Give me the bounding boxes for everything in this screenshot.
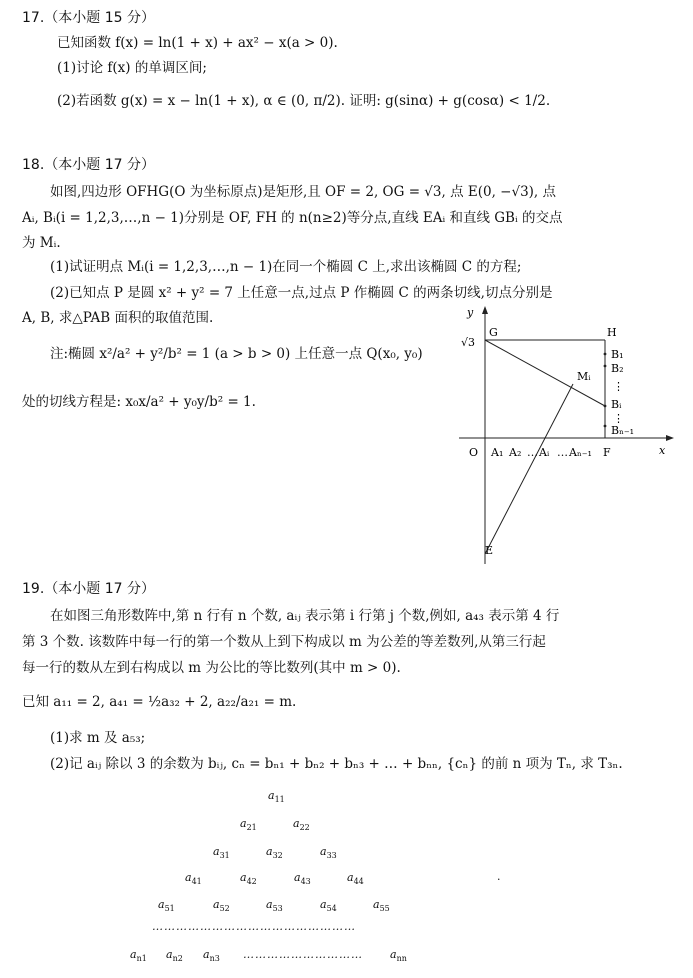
array-entry-r4-4: $a_{44}$ (347, 871, 364, 887)
array-entry-r5-4: $a_{54}$ (320, 898, 337, 914)
array-entry-r2-1: $a_{21}$ (240, 817, 257, 833)
point-B1 (604, 353, 607, 356)
q18-stem-line2: Aᵢ, Bᵢ(i = 1,2,3,…,n − 1)分别是 OF, FH 的 n(n≥2)等分点,直线 EAᵢ 和直线 GBᵢ 的交点 (22, 210, 563, 226)
q18-part1: (1)试证明点 Mᵢ(i = 1,2,3,…,n − 1)在同一个椭圆 C 上,求出该椭圆 C 的方程; (50, 259, 522, 275)
label-O: O (469, 446, 479, 459)
q19-part1: (1)求 m 及 a₅₃; (50, 730, 146, 746)
label-vdots-1: ⋮ (613, 380, 624, 393)
array-entry-r3-3: $a_{33}$ (320, 845, 337, 861)
q18-note-line1: 注:椭圆 x²/a² + y²/b² = 1 (a > b > 0) 上任意一点 Q(x₀, y₀) (50, 346, 423, 362)
q18-stem-line1: 如图,四边形 OFHG(O 为坐标原点)是矩形,且 OF = 2, OG = √3, 点 E(0, −√3), 点 (50, 184, 557, 200)
q18-note-line2: 处的切线方程是: x₀x/a² + y₀y/b² = 1. (22, 394, 256, 410)
stray-dot: · (497, 873, 501, 886)
label-H: H (607, 326, 617, 339)
label-A2: A₂ (509, 446, 522, 459)
array-entry-r4-3: $a_{43}$ (294, 871, 311, 887)
point-Bi (604, 405, 607, 408)
label-F: F (603, 446, 611, 459)
label-dots-1: … (527, 446, 538, 459)
label-Mi: Mᵢ (577, 370, 591, 383)
x-axis-arrow (666, 435, 674, 441)
label-A1: A₁ (491, 446, 504, 459)
q18-part2-line2: A, B, 求△PAB 面积的取值范围. (22, 310, 214, 326)
label-dots-2: … (557, 446, 568, 459)
q18-figure (455, 306, 675, 568)
x-axis-label: x (659, 444, 666, 457)
label-vdots-2: ⋮ (613, 412, 624, 425)
label-G: G (489, 326, 498, 339)
y-axis-label: y (467, 306, 474, 319)
array-entry-rn-1: $a_{n1}$ (130, 948, 147, 964)
triangle-dots-row: …………………………………………… (152, 920, 356, 933)
array-entry-r5-5: $a_{55}$ (373, 898, 390, 914)
array-entry-r4-1: $a_{41}$ (185, 871, 202, 887)
q18-stem-line3: 为 Mᵢ. (22, 235, 61, 251)
q19-part2: (2)记 aᵢⱼ 除以 3 的余数为 bᵢⱼ, cₙ = bₙ₁ + bₙ₂ + bₙ₃ + … + bₙₙ, {cₙ} 的前 n 项为 Tₙ, 求 T₃ₙ. (50, 756, 623, 772)
label-E: E (485, 544, 494, 557)
q19-stem-line2: 第 3 个数. 该数阵中每一行的第一个数从上到下构成以 m 为公差的等差数列,从第三行起 (22, 634, 546, 650)
q19-heading: 19.（本小题 17 分） (22, 581, 155, 597)
array-entry-r1-1: $a_{11}$ (268, 789, 285, 805)
q19-stem-line1: 在如图三角形数阵中,第 n 行有 n 个数, aᵢⱼ 表示第 i 行第 j 个数,例如, a₄₃ 表示第 4 行 (50, 608, 560, 624)
triangle-last-row-dots: ………………………… (243, 948, 363, 961)
array-entry-rn-2: $a_{n2}$ (166, 948, 183, 964)
y-axis-arrow (482, 306, 488, 314)
point-Bn1 (604, 425, 607, 428)
q17-heading: 17.（本小题 15 分） (22, 10, 155, 26)
label-Bn1: Bₙ₋₁ (611, 424, 635, 437)
point-B2 (604, 365, 607, 368)
array-entry-r5-1: $a_{51}$ (158, 898, 175, 914)
array-entry-r5-3: $a_{53}$ (266, 898, 283, 914)
q18-heading: 18.（本小题 17 分） (22, 157, 155, 173)
label-Ai: Aᵢ (539, 446, 550, 459)
q18-part2-line1: (2)已知点 P 是圆 x² + y² = 7 上任意一点,过点 P 作椭圆 C 的两条切线,切点分别是 (50, 285, 553, 301)
q17-part1: (1)讨论 f(x) 的单调区间; (57, 60, 207, 76)
line-EAi (485, 384, 573, 554)
array-entry-nn: $a_{nn}$ (390, 948, 407, 964)
array-entry-r4-2: $a_{42}$ (240, 871, 257, 887)
array-entry-r3-2: $a_{32}$ (266, 845, 283, 861)
label-B1: B₁ (611, 348, 624, 361)
q17-stem: 已知函数 f(x) = ln(1 + x) + ax² − x(a > 0). (57, 35, 338, 51)
q19-stem-line3: 每一行的数从左到右构成以 m 为公比的等比数列(其中 m > 0). (22, 660, 401, 676)
q19-known: 已知 a₁₁ = 2, a₄₁ = ½a₃₂ + 2, a₂₂/a₂₁ = m. (22, 694, 297, 710)
array-entry-r2-2: $a_{22}$ (293, 817, 310, 833)
label-sqrt3: √3 (461, 336, 476, 349)
array-entry-rn-3: $a_{n3}$ (203, 948, 220, 964)
array-entry-r3-1: $a_{31}$ (213, 845, 230, 861)
label-An1: Aₙ₋₁ (569, 446, 592, 459)
label-Bi: Bᵢ (611, 398, 622, 411)
array-entry-r5-2: $a_{52}$ (213, 898, 230, 914)
q17-part2: (2)若函数 g(x) = x − ln(1 + x), α ∈ (0, π/2). 证明: g(sinα) + g(cosα) < 1/2. (57, 93, 551, 109)
label-B2: B₂ (611, 362, 624, 375)
